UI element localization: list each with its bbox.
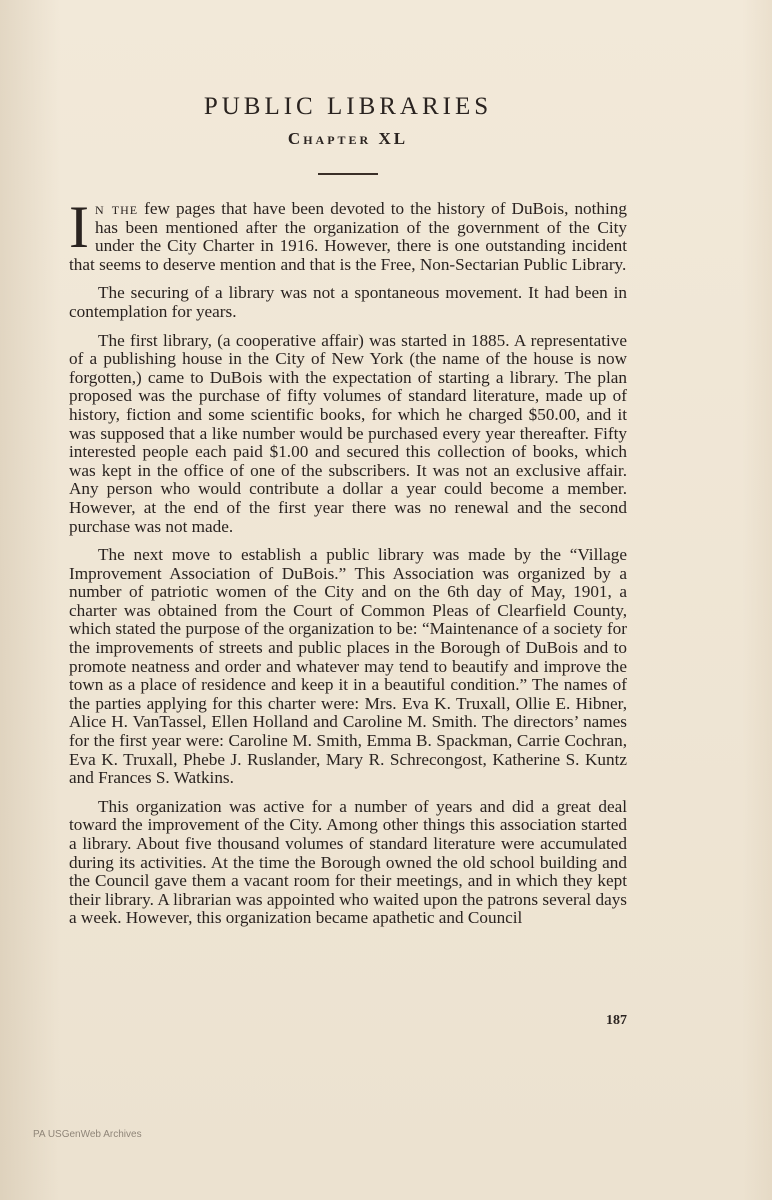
paragraph-5: This organization was active for a number of years and did a great deal toward the improvement of the City. Among other things this association started a library. About five thousand volumes of standard literature were accumulated during its activities. At the time the Borough owned the old school building and the Council gave them a vacant room for their meetings, and in which they kept their library. A librarian was appointed who waited upon the patrons several days a week. However, this organization became apathetic and Council: [69, 796, 627, 928]
page-title: PUBLIC LIBRARIES: [203, 93, 493, 120]
paragraph-1-text: few pages that have been devoted to the history of DuBois, nothing has been mentioned after the organization of the government of the City under the City Charter in 1916. However, there is one outstanding incident that seems to deserve mention and that is the Free, Non-Sectarian Public Library.: [69, 199, 627, 274]
paragraph-1: [69, 194, 627, 274]
article-body: [69, 194, 627, 938]
archive-watermark: PA USGenWeb Archives: [33, 1129, 142, 1140]
drop-cap: I: [69, 194, 89, 260]
paragraph-2: The securing of a library was not a spontaneous movement. It had been in contemplation for years.: [69, 283, 627, 321]
chapter-heading: Chapter XL: [287, 129, 409, 148]
lead-in: n the: [94, 199, 139, 218]
page-number: 187: [606, 1013, 627, 1028]
title-divider: [318, 173, 378, 175]
book-page: [69, 0, 627, 1200]
paragraph-4: The next move to establish a public library was made by the “Village Improvement Association of DuBois.” This Association was organized by a number of patriotic women of the City and on the 6th day of May, 1901, a charter was obtained from the Court of Common Pleas of Clearfield County, which stated the purpose of the organization to be: “Maintenance of a society for the improvements of streets and public places in the Borough of DuBois and to promote neatness and order and whatever may tend to beautify and improve the town as a place of residence and keep it in a beautiful condition.” The names of the parties applying for this charter were: Mrs. Eva K. Truxall, Ollie E. Hibner, Alice H. VanTassel, Ellen Holland and Caroline M. Smith. The directors’ names for the first year were: Caroline M. Smith, Emma B. Spackman, Carrie Cochran, Eva K. Truxall, Phebe J. Ruslander, Mary R. Schrecongost, Katherine S. Kuntz and Frances S. Watkins.: [69, 545, 627, 788]
paragraph-3: The first library, (a cooperative affair) was started in 1885. A representative of a publishing house in the City of New York (the name of the house is now forgotten,) came to DuBois with the expectation of starting a library. The plan proposed was the purchase of fifty volumes of standard literature, made up of history, fiction and some scientific books, for which he charged $50.00, and it was supposed that a like number would be purchased every year thereafter. Fifty interested people each paid $1.00 and secured this collection of books, which was kept in the office of one of the subscribers. It was not an exclusive affair. Any person who would contribute a dollar a year could become a member. However, at the end of the first year there was no renewal and the second purchase was not made.: [69, 330, 627, 536]
